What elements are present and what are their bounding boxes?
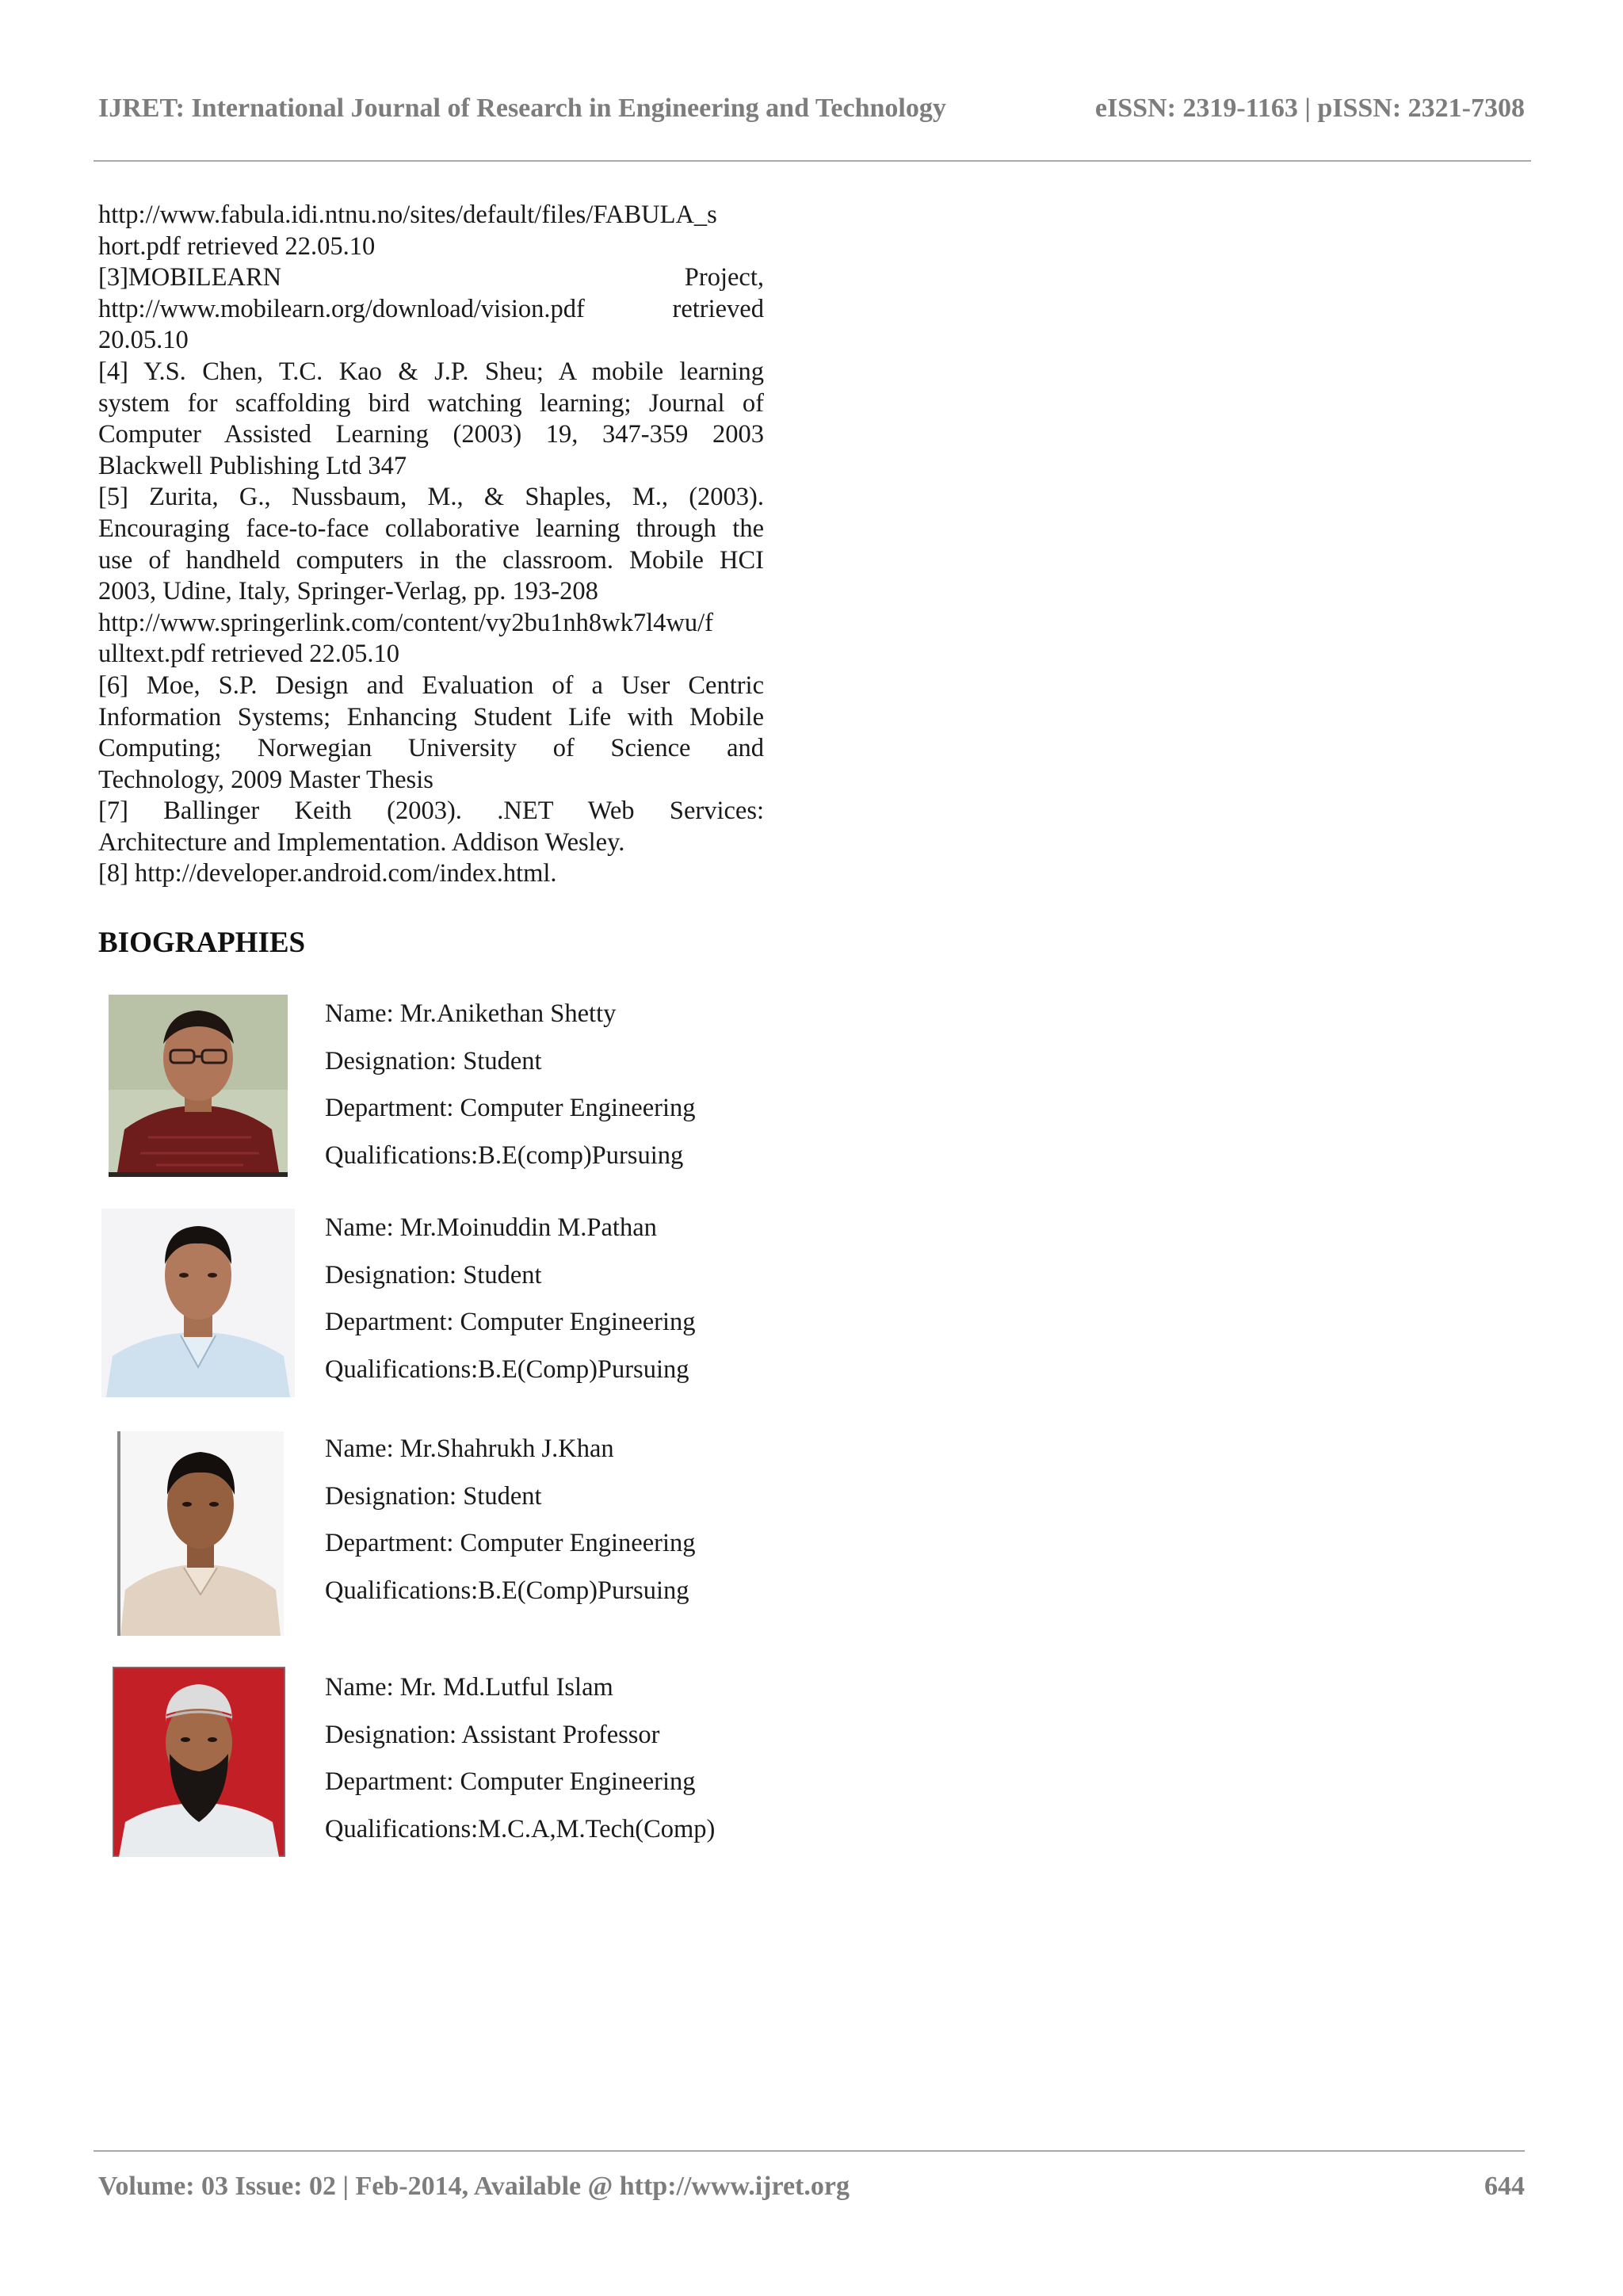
reference-line: [7] Ballinger Keith (2003). .NET Web Services: <box>98 797 764 826</box>
author-department: Department: Computer Engineering <box>325 1767 696 1796</box>
author-name: Name: Mr.Shahrukh J.Khan <box>325 1435 614 1463</box>
author-qualifications: Qualifications:B.E(Comp)Pursuing <box>325 1576 689 1605</box>
biography-details <box>325 1664 715 1853</box>
author-department: Department: Computer Engineering <box>325 1529 696 1557</box>
reference-line: system for scaffolding bird watching learning; Journal of <box>98 388 764 418</box>
author-photo <box>109 995 288 1177</box>
running-footer <box>98 2172 1525 2202</box>
author-photo <box>113 1667 285 1857</box>
reference-line: use of handheld computers in the classroom. Mobile HCI <box>98 545 764 575</box>
reference-line: http://www.mobilearn.org/download/vision.pdf retrieved <box>98 294 764 323</box>
author-designation: Designation: Student <box>325 1046 542 1075</box>
reference-line: Computing; Norwegian University of Science and <box>98 734 764 763</box>
biographies-heading: BIOGRAPHIES <box>98 926 306 959</box>
page-number: 644 <box>1484 2172 1525 2201</box>
author-designation: Designation: Student <box>325 1481 542 1511</box>
reference-line: Encouraging face-to-face collaborative learning through the <box>98 514 764 543</box>
reference-line: Information Systems; Enhancing Student Life with Mobile <box>98 702 764 732</box>
running-header <box>98 94 1525 124</box>
biography-details <box>325 991 696 1179</box>
reference-line: 2003, Udine, Italy, Springer-Verlag, pp. 193-208 <box>98 577 598 606</box>
biography-entry <box>98 1205 812 1395</box>
reference-list <box>98 200 764 890</box>
reference-line: hort.pdf retrieved 22.05.10 <box>98 231 376 261</box>
reference-line: [8] http://developer.android.com/index.html. <box>98 859 557 888</box>
biography-details <box>325 1426 696 1614</box>
reference-line: [3]MOBILEARN Project, <box>98 263 764 292</box>
author-qualifications: Qualifications:M.C.A,M.Tech(Comp) <box>325 1814 716 1843</box>
author-designation: Designation: Assistant Professor <box>325 1720 660 1749</box>
biography-entry <box>98 991 812 1181</box>
reference-line: Blackwell Publishing Ltd 347 <box>98 451 407 480</box>
issn-info: eISSN: 2319-1163 | pISSN: 2321-7308 <box>1094 94 1525 123</box>
footer-divider <box>94 2150 1525 2152</box>
author-designation: Designation: Student <box>325 1260 542 1289</box>
journal-title: IJRET: International Journal of Research in Engineering and Technology <box>98 94 946 123</box>
volume-info: Volume: 03 Issue: 02 | Feb-2014, Available @ http://www.ijret.org <box>98 2172 850 2201</box>
reference-line: 20.05.10 <box>98 326 189 355</box>
author-qualifications: Qualifications:B.E(Comp)Pursuing <box>325 1354 689 1384</box>
author-department: Department: Computer Engineering <box>325 1094 696 1122</box>
biography-details <box>325 1205 696 1393</box>
reference-line: Technology, 2009 Master Thesis <box>98 765 433 794</box>
reference-line: http://www.fabula.idi.ntnu.no/sites/default/files/FABULA_s <box>98 201 717 229</box>
reference-line: [4] Y.S. Chen, T.C. Kao & J.P. Sheu; A mobile learning <box>98 357 764 386</box>
biography-entry <box>98 1426 812 1616</box>
header-divider <box>94 160 1531 162</box>
biography-entry <box>98 1664 812 1855</box>
reference-line: [6] Moe, S.P. Design and Evaluation of a User Centric <box>98 670 764 700</box>
reference-line: ulltext.pdf retrieved 22.05.10 <box>98 640 399 669</box>
author-photo <box>117 1431 284 1636</box>
author-department: Department: Computer Engineering <box>325 1308 696 1336</box>
author-name: Name: Mr.Moinuddin M.Pathan <box>325 1213 657 1242</box>
author-name: Name: Mr. Md.Lutful Islam <box>325 1673 613 1702</box>
reference-line: Architecture and Implementation. Addison Wesley. <box>98 827 625 857</box>
reference-line: Computer Assisted Learning (2003) 19, 347-359 2003 <box>98 420 764 449</box>
reference-line: http://www.springerlink.com/content/vy2bu1nh8wk7l4wu/f <box>98 608 714 637</box>
author-qualifications: Qualifications:B.E(comp)Pursuing <box>325 1140 684 1170</box>
author-name: Name: Mr.Anikethan Shetty <box>325 999 617 1028</box>
reference-line: [5] Zurita, G., Nussbaum, M., & Shaples, M., (2003). <box>98 483 764 512</box>
author-photo <box>101 1209 295 1397</box>
